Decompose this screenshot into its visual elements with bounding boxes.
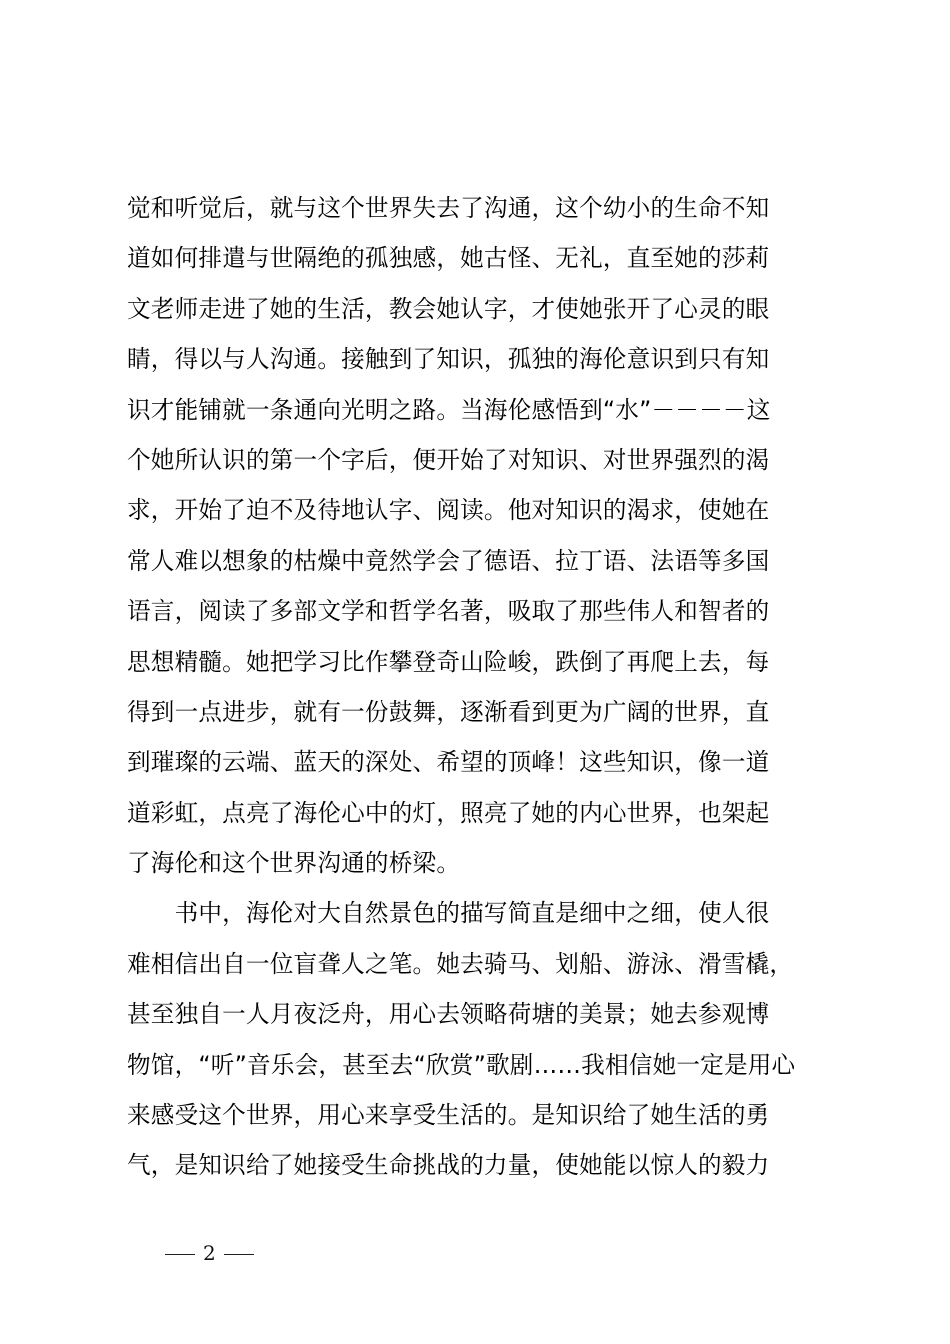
text-line: 得到一点进步，就有一份鼓舞，逐渐看到更为广阔的世界，直 xyxy=(127,697,770,726)
text-line: 物馆，“听”音乐会，甚至去“欣赏”歌剧……我相信她一定是用心 xyxy=(127,1050,796,1079)
body-text xyxy=(127,183,847,1191)
text-line: 书中，海伦对大自然景色的描写简直是细中之细，使人很 xyxy=(127,899,770,928)
text-line: 到璀璨的云端、蓝天的深处、希望的顶峰！这些知识，像一道 xyxy=(127,748,770,777)
text-line: 了海伦和这个世界沟通的桥梁。 xyxy=(127,849,461,878)
text-line: 求，开始了迫不及待地认字、阅读。他对知识的渴求，使她在 xyxy=(127,496,770,525)
text-line: 语言，阅读了多部文学和哲学名著，吸取了那些伟人和智者的 xyxy=(127,597,770,626)
page-number: 2 xyxy=(203,1241,216,1265)
page-footer xyxy=(157,1238,262,1268)
text-line: 来感受这个世界，用心来享受生活的。是知识给了她生活的勇 xyxy=(127,1101,770,1130)
text-line: 常人难以想象的枯燥中竟然学会了德语、拉丁语、法语等多国 xyxy=(127,546,770,575)
text-line: 道彩虹，点亮了海伦心中的灯，照亮了她的内心世界，也架起 xyxy=(127,798,770,827)
text-line: 文老师走进了她的生活，教会她认字，才使她张开了心灵的眼 xyxy=(127,294,770,323)
text-line: 识才能铺就一条通向光明之路。当海伦感悟到“水”－－－－这 xyxy=(127,395,771,424)
text-line: 道如何排遣与世隔绝的孤独感，她古怪、无礼，直至她的莎莉 xyxy=(127,244,770,273)
footer-dash-left xyxy=(165,1254,195,1255)
footer-dash-right xyxy=(224,1254,254,1255)
text-line: 个她所认识的第一个字后，便开始了对知识、对世界强烈的渴 xyxy=(127,445,770,474)
text-line: 思想精髓。她把学习比作攀登奇山险峻，跌倒了再爬上去，每 xyxy=(127,647,770,676)
text-line: 甚至独自一人月夜泛舟，用心去领略荷塘的美景；她去参观博 xyxy=(127,1000,770,1029)
text-line: 难相信出自一位盲聋人之笔。她去骑马、划船、游泳、滑雪橇， xyxy=(127,949,794,978)
text-line: 睛，得以与人沟通。接触到了知识，孤独的海伦意识到只有知 xyxy=(127,345,770,374)
text-line: 气，是知识给了她接受生命挑战的力量，使她能以惊人的毅力 xyxy=(127,1151,770,1180)
text-line: 觉和听觉后，就与这个世界失去了沟通，这个幼小的生命不知 xyxy=(127,194,770,222)
